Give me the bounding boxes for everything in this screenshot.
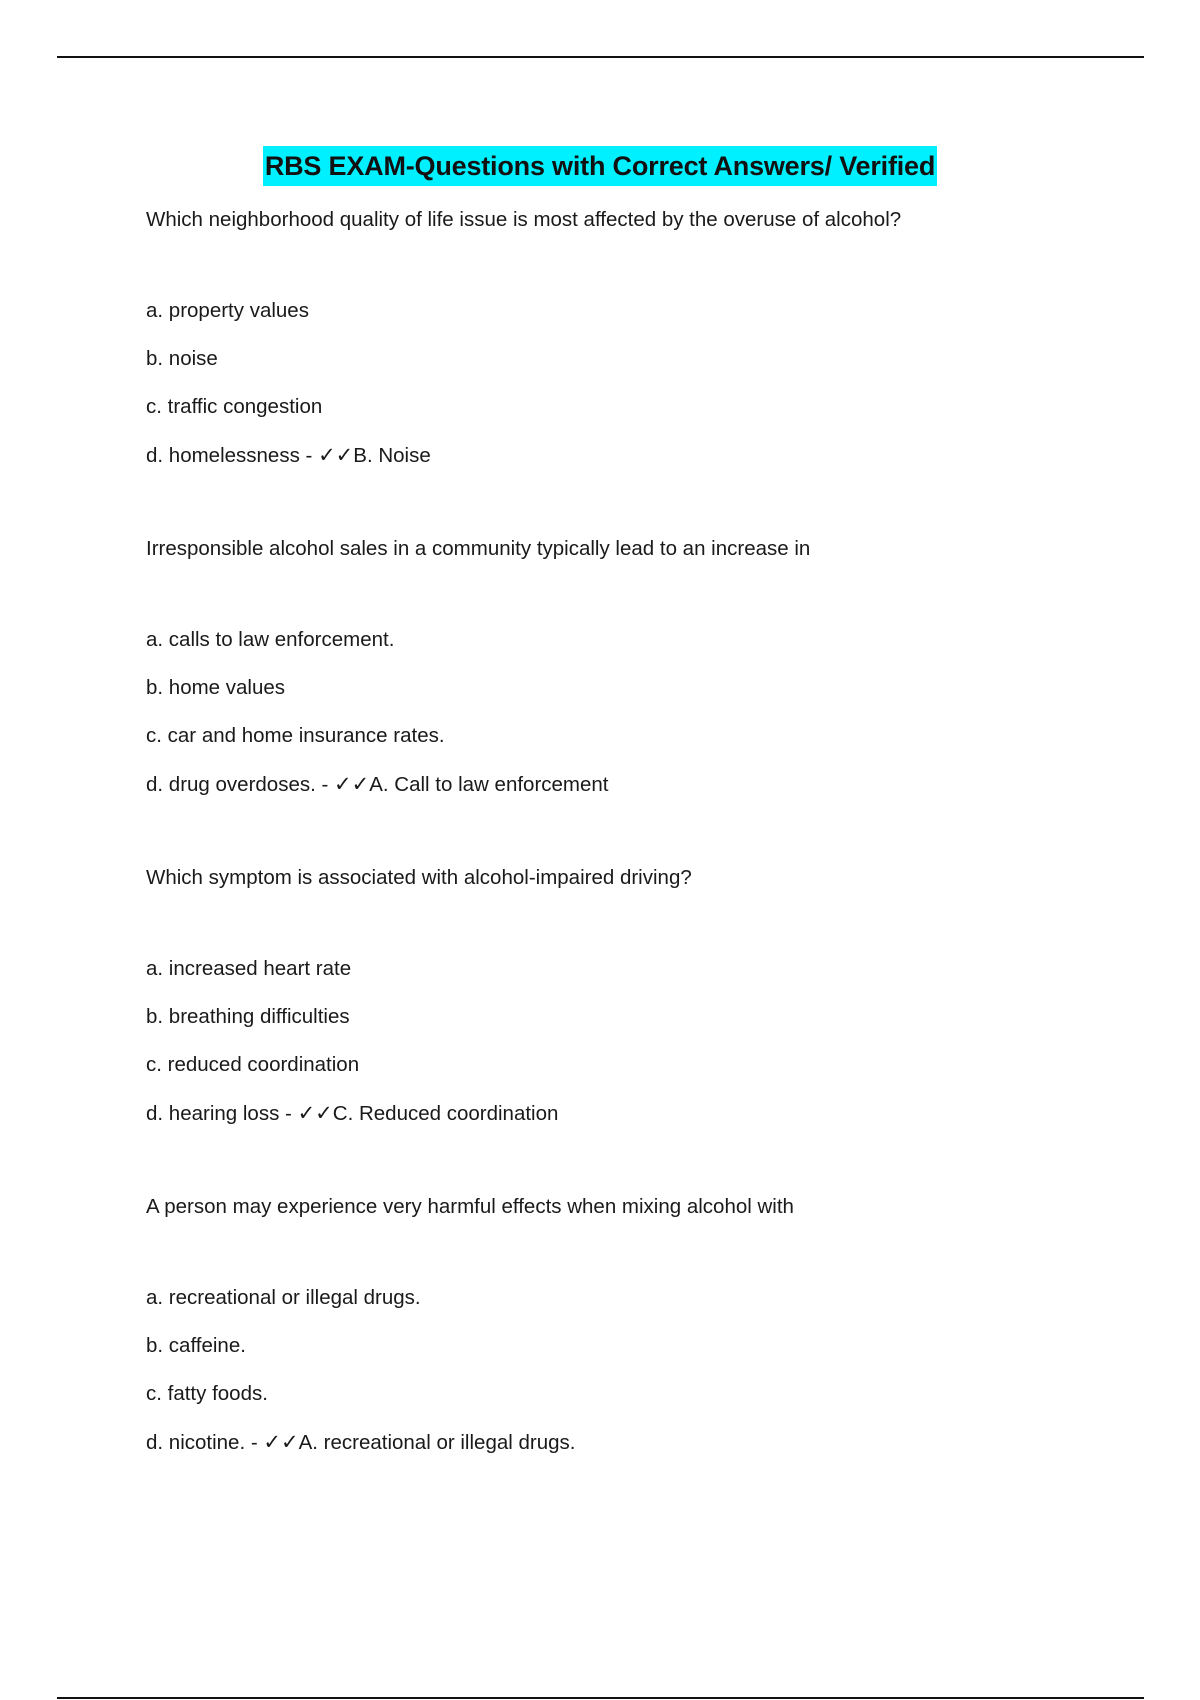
option-b: b. noise: [146, 347, 218, 370]
option-a: a. calls to law enforcement.: [146, 628, 395, 651]
option-d-with-answer: [146, 1427, 1126, 1458]
double-check-icon: ✓✓: [263, 1430, 299, 1454]
option-d-with-answer: [146, 440, 1126, 471]
question-block: [146, 529, 1126, 800]
question-text: Which symptom is associated with alcohol-impaired driving?: [146, 866, 692, 889]
option-a: a. recreational or illegal drugs.: [146, 1286, 421, 1309]
double-check-icon: ✓✓: [318, 443, 354, 467]
correct-answer: A. recreational or illegal drugs.: [298, 1431, 576, 1454]
option-b: b. home values: [146, 676, 286, 699]
question-text: Which neighborhood quality of life issue is most affected by the overuse of alcohol?: [146, 208, 902, 231]
option-c: c. reduced coordination: [146, 1053, 360, 1076]
question-text: Irresponsible alcohol sales in a community typically lead to an increase in: [146, 537, 811, 560]
correct-answer: B. Noise: [353, 444, 431, 467]
option-d: d. drug overdoses. -: [146, 773, 335, 796]
correct-answer: C. Reduced coordination: [332, 1102, 559, 1125]
option-d: d. nicotine. -: [146, 1431, 264, 1454]
option-c: c. fatty foods.: [146, 1382, 268, 1405]
option-c: c. traffic congestion: [146, 395, 323, 418]
question-text: A person may experience very harmful effects when mixing alcohol with: [146, 1195, 794, 1218]
top-rule: [57, 56, 1144, 58]
option-d: d. hearing loss -: [146, 1102, 298, 1125]
double-check-icon: ✓✓: [334, 772, 370, 796]
option-b: b. caffeine.: [146, 1334, 246, 1357]
option-b: b. breathing difficulties: [146, 1005, 350, 1028]
title-wrap: [0, 146, 1200, 186]
option-d-with-answer: [146, 769, 1126, 800]
question-block: [146, 1187, 1126, 1458]
question-block: [146, 200, 1126, 471]
double-check-icon: ✓✓: [297, 1101, 333, 1125]
question-list: [146, 200, 1126, 1458]
bottom-rule: [57, 1697, 1144, 1699]
option-c: c. car and home insurance rates.: [146, 724, 445, 747]
option-d-with-answer: [146, 1098, 1126, 1129]
option-d: d. homelessness -: [146, 444, 319, 467]
page-title: RBS EXAM-Questions with Correct Answers/ Verified: [263, 146, 937, 186]
option-a: a. increased heart rate: [146, 957, 352, 980]
correct-answer: A. Call to law enforcement: [369, 773, 609, 796]
option-a: a. property values: [146, 299, 309, 322]
question-block: [146, 858, 1126, 1129]
